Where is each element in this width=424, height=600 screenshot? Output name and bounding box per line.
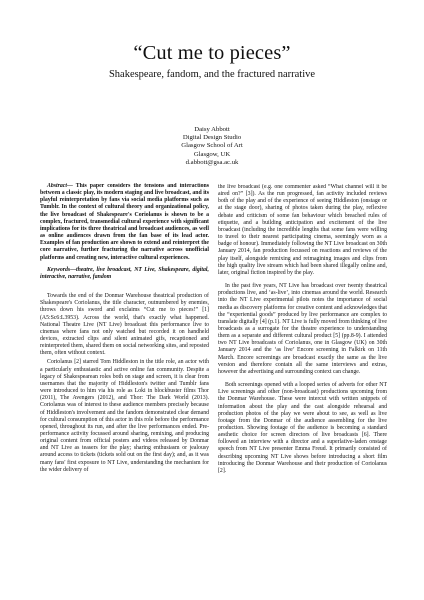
author-email[interactable]: d.abbott@gsa.ac.uk [185,158,239,166]
author-block [0,126,424,167]
keywords [40,267,209,281]
author-affiliation-2: Glasgow School of Art [181,142,243,150]
paper-subtitle: Shakespeare, fandom, and the fractured narrative [108,69,316,80]
body-paragraph: Coriolanus [2] starred Tom Hiddleston in the title role, an actor with a particularly enthusiastic and active online fan community. Despite a legacy of Shakespearean roles both on stage and screen, it is clear from usernames that the majority of Hiddleston's twitter and Tumblr fans were introduced to him via his role as Loki in blockbuster films Thor (2011), The Avengers (2012), and Thor: The Dark World (2013). Coriolanus was of interest to these audience members precisely because of Hiddleston's involvement and the fandom demonstrated clear demand for cultural consumption of this actor in this role before the performance opened, throughout its run, and after the live performances ended. Pre-performance activity focussed around sharing, remixing, and producing original content from official posters and videos released by Donmar and NT Live as teasers for the play; sharing enthusiasm or jealousy around access to tickets (tickets sold out on the first day); and, as it was many fans' first exposure to NT Live, understanding the mechanism for the wider delivery of [40,359,209,473]
paper-title: “Cut me to pieces” [133,42,291,64]
abstract [40,183,209,262]
left-column [40,183,209,588]
body-paragraph: Both screenings opened with a looped series of adverts for other NT Live screenings and other (non-broadcast) productions upcoming from the Donmar Warehouse. These were intercut with written snippets of information about the play and the cast alongside rehearsal and production photos of the play we were about to see, as well as live footage from the Donmar of the audience assembling for the live production. Showing footage of the audience is becoming a standard aesthetic choice for screen directors of live broadcasts [6]. There followed an interview with a director and a superlative-laden onstage speech from NT Live presenter Emma Freud. It primarily consisted of describing upcoming NT Live shows before introducing a short film introducing the Donmar Warehouse and their production of Coriolanus [2]. [218,382,387,474]
keywords-body: —theatre, live broadcast, NT Live, Shakespeare, digital, interactive, narrative, fandom [40,266,209,280]
abstract-body: — This paper considers the tensions and interactions between a classic play, its modern staging and live broadcast, and its playful reinterpretation by fans via social media platforms such as Tumblr. In the context of cultural theory and organizational policy, the live broadcast of Shakespeare's Coriolanus is shown to be a complex, fractured, transmedial cultural experience with significant implications for its three theatrical and broadcast audiences, as well as online audiences drawn from the fan base of its lead actor. Examples of fan production are shown to extend and reinterpret the core narrative, further fracturing the narrative across unofficial platforms and creating new, interactive cultural experiences. [40,183,209,261]
author-location: Glasgow, UK [193,150,231,158]
body-paragraph: Towards the end of the Donmar Warehouse theatrical production of Shakespeare's Coriolanus, the title character, outnumbered by enemies, throws down his sword and exclaims “Cut me to pieces!” [1] (A5:Sc6:L3953). Across the world, that's exactly what happened. National Theatre Live (NT Live) broadcast this performance live to cinemas where fans not only watched but recorded it on handheld devices, extracted clips and silent animated gifs, recaptioned and reinterpreted them, shared them on social networking sites, and reposted them, often without context. [40,293,209,357]
author-affiliation-1: Digital Design Studio [182,134,242,142]
abstract-lead: Abstract [47,183,67,189]
body-paragraph: In the past five years, NT Live has broadcast over twenty theatrical productions live, and ‘as-live’, into cinemas around the world. Research into the NT Live experimental pilots notes the importance of social media as discovery platforms for creative content and acknowledges that the “experiential goods” produced by live performance are complex to translate digitally [4] (p.1). NT Live is fully moved from thinking of live broadcasts as a surrogate for the theatre experience to understanding them as a separate and different cultural product [5] (pp.8-9). I attended two NT Live broadcasts of Coriolanus, one in Glasgow (UK) on 30th January 2014 and the ‘as live’ Encore screening in Falkirk on 11th March. Encore screenings are broadcast exactly the same as the live version and therefore contain all the same interviews and extras, however the advertising and surrounding context can change. [218,283,387,375]
right-column [218,184,387,589]
author-name: Daisy Abbott [194,126,230,133]
body-paragraph: the live broadcast (e.g. one commenter asked “What channel will it be aired on?” [3]). As the run progressed, fan activity included reviews both of the play and of the experience of seeing Hiddleston (onstage or at the stage door), sharing of photos taken during the play, reflexive debate and criticism of some fan behaviour which breached rules of etiquette, and a building anticipation and excitement of the live broadcast (including the incredible lengths that some fans were willing to travel to their nearest participating cinema, seemingly worn as a badge of honour). Immediately following the NT Live broadcast on 30th January 2014, fan production focussed on reactions and reviews of the play itself, alongside remixing and reimagining images and clips from the high quality live stream which had been shared illegally online and, later, original fiction inspired by the play. [218,184,387,276]
keywords-lead: Keywords [47,266,71,273]
